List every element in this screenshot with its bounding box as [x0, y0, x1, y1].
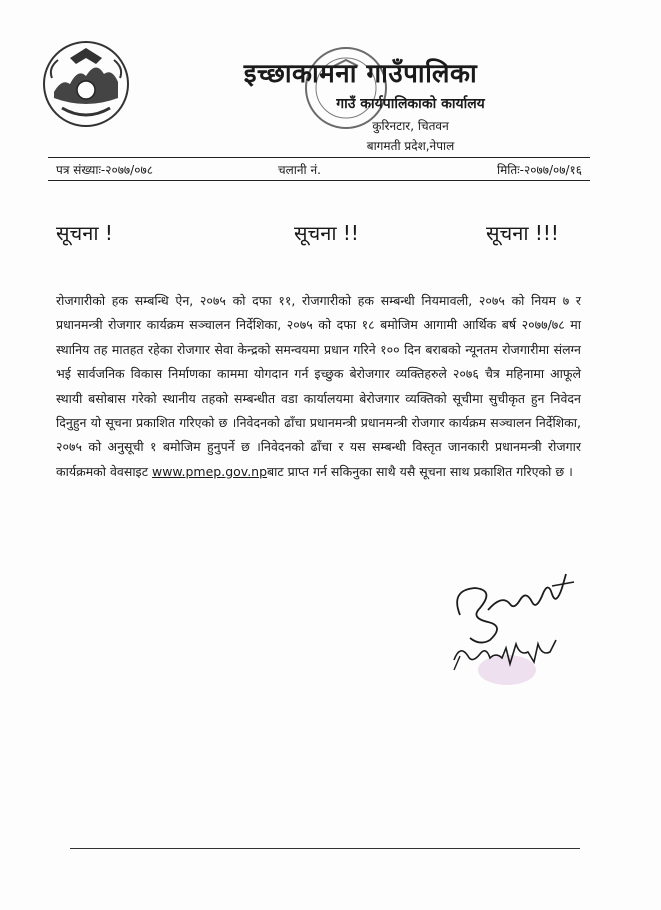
office-subtitle: गाउँ कार्यपालिकाको कार्यालय — [336, 96, 485, 112]
footer-rule — [70, 848, 580, 849]
letter-number: पत्र संख्याः-२०७७/०७८ — [56, 163, 153, 177]
notice-body — [56, 289, 581, 484]
body-paragraph-end: बाट प्राप्त गर्न सकिनुका साथै यसै सूचना साथ प्रकाशित गरिएको छ । — [267, 463, 573, 479]
handwritten-signature — [440, 560, 580, 690]
reference-bar — [48, 157, 590, 181]
address-line-2: बागमती प्रदेश,नेपाल — [366, 139, 455, 153]
notice-heading-2: सूचना !! — [294, 221, 359, 245]
notice-heading-3: सूचना !!! — [486, 221, 559, 245]
address-line-1: कुरिनटार, चितवन — [372, 119, 449, 133]
letter-date: मितिः-२०७७/०७/१६ — [497, 163, 582, 177]
website-link[interactable]: www.pmep.gov.np — [151, 463, 268, 479]
body-paragraph: रोजगारीको हक सम्बन्धि ऐन, २०७५ को दफा ११, रोजगारीको हक सम्बन्धी नियमावली, २०७५ को नियम ७ र प्रधानमन्त्री रोजगार कार्यक्रम सञ्चालन निर्देशिका, २०७५ को दफा १८ बमोजिम आगामी आर्थिक बर्ष २०७७/७८ मा स्थानिय तह मातहत रहेका रोजगार सेवा केन्द्रको समन्वयमा प्रधान गरिने १०० दिन बराबको न्यूनतम रोजगारीमा संलग्न भई सार्वजनिक विकास निर्माणका काममा योगदान गर्न इच्छुक बेरोजगार व्यक्तिहरुले २०७६ चैत्र महिनामा आफूले स्थायी बसोबास गरेको स्थानीय तहको सम्बन्धीत वडा कार्यालयमा बेरोजगार व्यक्तिको सूचीमा सुचीकृत हुन निवेदन दिनुहुन यो सूचना प्रकाशित गरिएको छ ।निवेदनको ढाँचा प्रधानमन्त्री प्रधानमन्त्री रोजगार कार्यक्रम सञ्चालन निर्देशिका, २०७५ को अनुसूची १ बमोजिम हुनुपर्ने छ ।निवेदनको ढाँचा र यस सम्बन्धी विस्तृत जानकारी प्रधानमन्त्री रोजगार कार्यक्रमको वेवसाइट — [56, 293, 581, 479]
municipality-title: इच्छाकामना गाउँपालिका — [243, 59, 478, 89]
notice-heading-1: सूचना ! — [56, 221, 113, 245]
dispatch-number: चलानी नं. — [278, 163, 321, 177]
